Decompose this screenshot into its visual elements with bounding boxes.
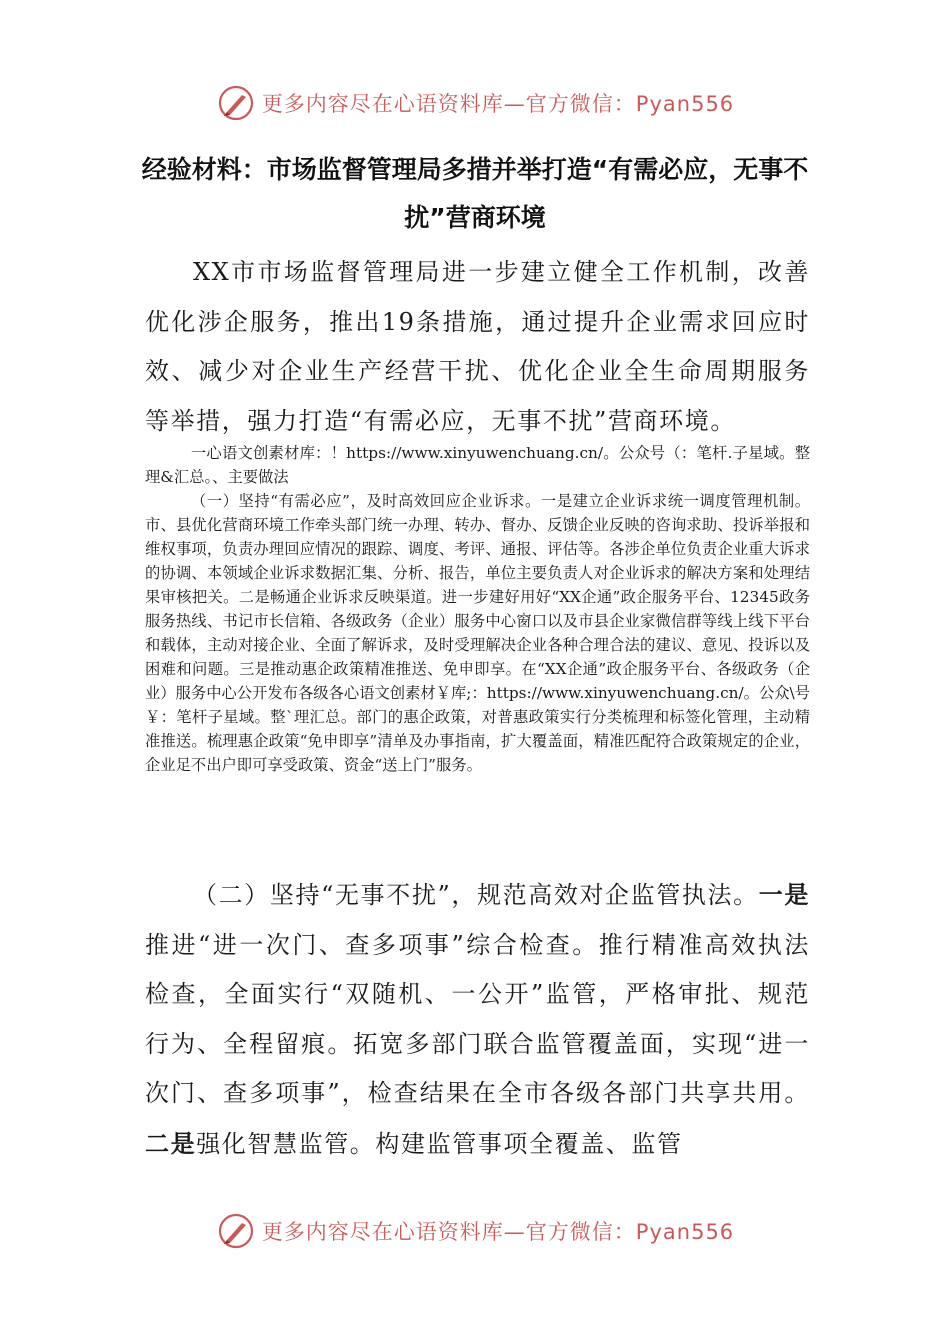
section-two-text-a: 推进“进一次门、查多项事”综合检查。推行精准高效执法检查，全面实行“双随机、一公开”监管，严格审批、规范行为、全程留痕。拓宽多部门联合监管覆盖面，实现“进一次门、查多项事”，检查结果在全市各级各部门共享共用。 — [145, 930, 810, 1107]
intro-paragraph: XX市市场监督管理局进一步建立健全工作机制，改善优化涉企服务，推出19条措施，通过提升企业需求回应时效、减少对企业生产经营干扰、优化企业全生命周期服务等举措，强力打造“有需必应，无事不扰”营商环境。 — [145, 258, 810, 435]
section-two-text-b: 强化智慧监管。构建监管事项全覆盖、监管 — [196, 1129, 683, 1158]
banner-text: 更多内容尽在心语资料库—官方微信：Pyan556 — [261, 1220, 735, 1244]
footer-banner — [0, 1208, 950, 1254]
bold-marker-second: 二是 — [145, 1128, 197, 1158]
bold-marker-first: 一是 — [758, 880, 811, 909]
section-two-heading: （二）坚持“无事不扰”，规范高效对企监管执法。 — [193, 881, 759, 909]
page-title: 经验材料：市场监督管理局多措并举打造“有需必应，无事不扰”营商环境 — [141, 155, 809, 232]
pen-logo-icon — [216, 1211, 256, 1251]
header-banner — [0, 80, 950, 126]
section-one-paragraph: （一）坚持“有需必应”，及时高效回应企业诉求。一是建立企业诉求统一调度管理机制。市、县优化营商环境工作牵头部门统一办理、转办、督办、反馈企业反映的咨询求助、投诉举报和维权事项，负责办理回应情况的跟踪、调度、考评、通报、评估等。各涉企单位负责企业重大诉求的协调、本领域企业诉求数据汇集、分析、报告，单位主要负责人对企业诉求的解决方案和处理结果审核把关。二是畅通企业诉求反映渠道。进一步建好用好“XX企通”政企服务平台、12345政务服务热线、书记市长信箱、各级政务（企业）服务中心窗口以及市县企业家微信群等线上线下平台和载体，主动对接企业、全面了解诉求，及时受理解决企业各种合理合法的建议、意见、投诉以及困难和问题。三是推动惠企政策精准推送、免申即享。在“XX企通”政企服务平台、各级政务（企业）服务中心公开发布各级各心语文创素材￥库;：https://www.xinyuwenchuang.cn/。公众\号￥：笔杆子星域。整`理汇总。部门的惠企政策，对普惠政策实行分类梳理和标签化管理，主动精准推送。梳理惠企政策“免申即享”清单及办事指南，扩大覆盖面，精准匹配符合政策规定的企业，企业足不出户即可享受政策、资金“送上门”服务。 — [145, 492, 810, 774]
pen-logo-icon — [216, 83, 256, 123]
watermark-note: 一心语文创素材库：！https://www.xinyuwenchuang.cn/。公众号（：笔杆.子星域。整理&汇总。、主要做法 — [145, 444, 810, 486]
section-two-paragraph — [145, 870, 810, 1169]
banner-text: 更多内容尽在心语资料库—官方微信：Pyan556 — [261, 92, 735, 116]
